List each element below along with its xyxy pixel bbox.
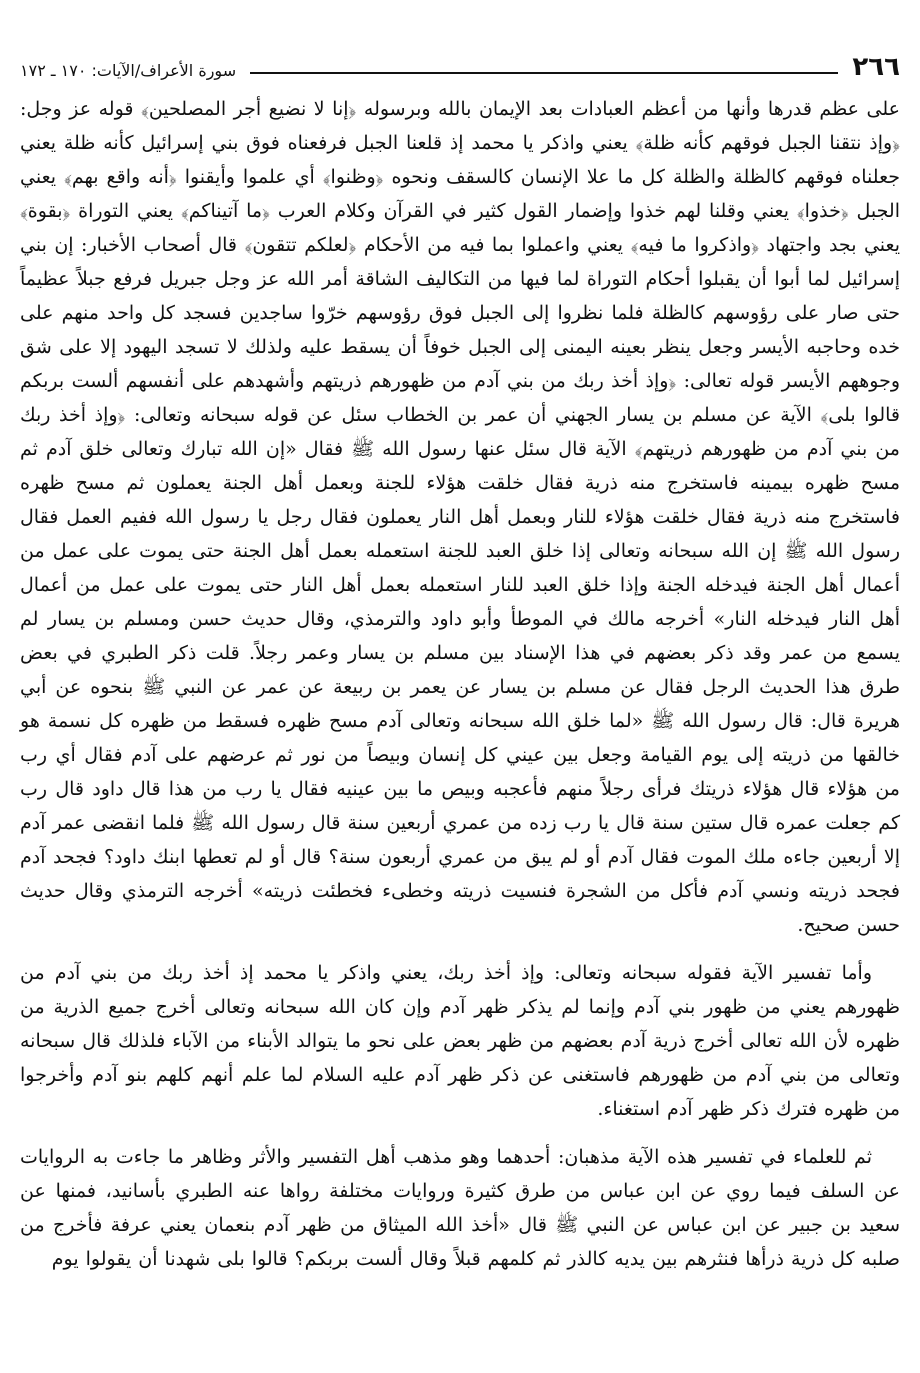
book-page (20, 42, 900, 1290)
paragraph-commentary: على عظم قدرها وأنها من أعظم العبادات بعد الإيمان بالله وبرسوله ﴿إنا لا نضيع أجر المصلحين﴾ قوله عز وجل: ﴿وإذ نتقنا الجبل فوقهم كأنه ظلة﴾ يعني واذكر يا محمد إذ قلعنا الجبل فرفعناه فوق بني إسرائيل كأنه ظلة يعني جعلناه فوقهم كالظلة والظلة كل ما علا الإنسان كالسقف ونحوه ﴿وظنوا﴾ أي علموا وأيقنوا ﴿أنه واقع بهم﴾ يعني الجبل ﴿خذوا﴾ يعني وقلنا لهم خذوا وإضمار القول كثير في القرآن وكلام العرب ﴿ما آتيناكم﴾ يعني التوراة ﴿بقوة﴾ يعني بجد واجتهاد ﴿واذكروا ما فيه﴾ يعني واعملوا بما فيه من الأحكام ﴿لعلكم تتقون﴾ قال أصحاب الأخبار: إن بني إسرائيل لما أبوا أن يقبلوا أحكام التوراة لما فيها من التكاليف الشاقة أمر الله عز وجل جبريل فرفع جبلاً عظيماً حتى صار على رؤوسهم كالظلة فلما نظروا إلى الجبل فوق رؤوسهم خرّوا ساجدين فسجد كل واحد منهم على خده وحاجبه الأيسر وجعل ينظر بعينه اليمنى إلى الجبل خوفاً أن يسقط عليه ولذلك لا تسجد اليهود إلا على شق وجوههم الأيسر قوله تعالى: ﴿وإذ أخذ ربك من بني آدم من ظهورهم ذريتهم وأشهدهم على أنفسهم ألست بربكم قالوا بلى﴾ الآية عن مسلم بن يسار الجهني أن عمر بن الخطاب سئل عن قوله سبحانه وتعالى: ﴿وإذ أخذ ربك من بني آدم من ظهورهم ذريتهم﴾ الآية قال سئل عنها رسول الله ﷺ فقال «إن الله تبارك وتعالى خلق آدم ثم مسح ظهره بيمينه فاستخرج منه ذرية فقال خلقت هؤلاء للجنة وبعمل أهل الجنة يعملون ثم مسح ظهره فاستخرج منه ذرية فقال خلقت هؤلاء للنار وبعمل أهل النار يعملون فقال رجل يا رسول الله ففيم العمل فقال رسول الله ﷺ إن الله سبحانه وتعالى إذا خلق العبد للجنة استعمله بعمل أهل الجنة حتى يموت على عمل من أعمال أهل الجنة فيدخله الجنة وإذا خلق العبد للنار استعمله بعمل أهل النار حتى يموت على عمل من أعمال أهل النار فيدخله النار» أخرجه مالك في الموطأ وأبو داود والترمذي، وقال حديث حسن ومسلم بن يسار لم يسمع من عمر وقد ذكر بعضهم في هذا الإسناد بين مسلم بن يسار وعمر رجلاً. قلت ذكر الطبري في بعض طرق هذا الحديث الرجل فقال عن مسلم بن يسار عن يعمر بن ربيعة عن عمر عن النبي ﷺ بنحوه عن أبي هريرة قال: قال رسول الله ﷺ «لما خلق الله سبحانه وتعالى آدم مسح ظهره فسقط من ظهره كل نسمة هو خالقها من ذريته إلى يوم القيامة وجعل بين عيني كل إنسان وبيصاً من نور ثم عرضهم على آدم فقال أي رب من هؤلاء قال هؤلاء ذريتك فرأى رجلاً منهم فأعجبه وبيص ما بين عينيه فقال يا رب من هذا قال داود قال رب كم جعلت عمره قال ستين سنة قال يا رب زده من عمري أربعين سنة قال رسول الله ﷺ فلما انقضى عمر آدم إلا أربعين جاءه ملك الموت فقال آدم أو لم يبق من عمري أربعون سنة؟ قال أو لم تعطها ابنك داود؟ فجحد آدم فجحد ذريته ونسي آدم فأكل من الشجرة فنسيت ذريته وخطىء فخطئت ذريته» أخرجه الترمذي وقال حديث حسن صحيح. (20, 98, 901, 936)
header-rule (250, 72, 838, 74)
body-text (20, 92, 900, 1276)
page-header (20, 42, 900, 82)
paragraph-tafsir: وأما تفسير الآية فقوله سبحانه وتعالى: وإذ أخذ ربك، يعني واذكر يا محمد إذ أخذ ربك من بني آدم من ظهورهم يعني من ظهور بني آدم وإنما لم يذكر ظهر آدم وإن كان الله سبحانه وتعالى أخرج جميع الذرية من ظهره لأن الله تعالى أخرج ذرية آدم بعضهم من ظهر بعض على نحو ما يتوالد الأبناء من الآباء فلذلك قال سبحانه وتعالى من بني آدم من ظهورهم فاستغنى عن ذكر ظهر آدم عليه السلام لما علم أنهم كلهم بنو آدم وأخرجوا من ظهره فترك ذكر ظهر آدم استغناء. (20, 962, 900, 1120)
running-title: سورة الأعراف/الآيات: ١٧٠ ـ ١٧٢ (20, 61, 237, 80)
paragraph-scholars: ثم للعلماء في تفسير هذه الآية مذهبان: أحدهما وهو مذهب أهل التفسير والأثر وظاهر ما جاءت به الروايات عن السلف فيما روي عن ابن عباس من طرق كثيرة وروايات مختلفة رواها عنه الطبري بأسانيد، فمنها عن سعيد بن جبير عن ابن عباس عن النبي ﷺ قال «أخذ الله الميثاق من ظهر آدم بنعمان يعني عرفة فأخرج من صلبه كل ذرية ذرأها فنثرهم بين يديه كالذر ثم كلمهم قبلاً وقال ألست بربكم؟ قالوا بلى شهدنا أن يقولوا يوم (20, 1146, 900, 1270)
page-number: ٢٦٦ (852, 52, 900, 82)
